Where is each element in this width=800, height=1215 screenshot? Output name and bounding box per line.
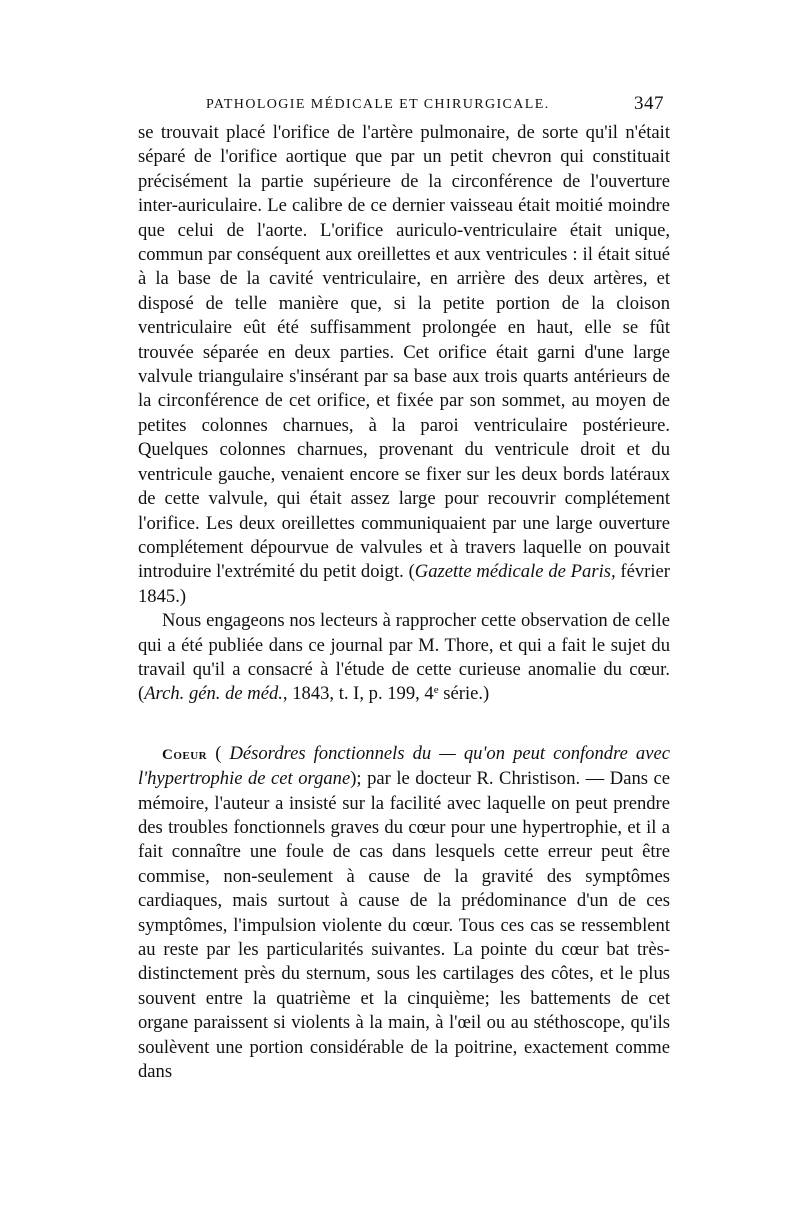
article-head-word: Coeur: [162, 746, 208, 763]
paragraph-article: [138, 742, 670, 1085]
running-title: PATHOLOGIE MÉDICALE ET CHIRURGICALE.: [206, 97, 550, 112]
ordinal-superscript: e: [433, 684, 439, 697]
book-page: [138, 95, 670, 1084]
citation-journal: Gazette médicale de Paris,: [414, 561, 616, 583]
body-text: [138, 121, 670, 1084]
citation-journal: Arch. gén. de méd.: [144, 683, 283, 705]
paragraph-text: ); par le docteur R. Christison. — Dans ce mémoire, l'auteur a insisté sur la facilité avec laquelle on peut prendre des troubles fonctionnels graves du cœur pour une hypertrophie, et il a fait connaître une foule de cas dans lesquels cette erreur peut être commise, non-seulement à cause de la gravité des symptômes cardiaques, mais surtout à cause de la prédominance d'un de ces symptômes, l'impulsion violente du cœur. Tous ces cas se ressemblent au reste par les particularités suivantes. La pointe du cœur bat très-distinctement près du sternum, sous les cartilages des côtes, et le plus souvent entre la quatrième et la cinquième; les battements de cet organe paraissent si violents à la main, à l'œil ou au stéthoscope, qu'ils soulèvent une portion considérable de la poitrine, exactement comme dans: [138, 768, 670, 1083]
paragraph-continuation: [138, 121, 670, 609]
article-subject: Désordres fonctionnels du — qu'on peut confondre avec l'hypertrophie de cet organe: [138, 742, 670, 790]
running-head: [138, 95, 670, 121]
paragraph-text: Nous engageons nos lecteurs à rapprocher cette observation de celle qui a été publiée dans ce journal par M. Thore, et qui a fait le sujet du travail qu'il a consacré à l'étude de cette curieuse anomalie du cœur. (: [138, 610, 670, 705]
section-gap: [138, 707, 670, 742]
paragraph-editorial-note: [138, 609, 670, 707]
citation-reference-end: série.): [438, 683, 490, 705]
citation-reference: , 1843, t. I, p. 199, 4: [282, 683, 434, 705]
page-number: 347: [634, 93, 664, 114]
paragraph-text: se trouvait placé l'orifice de l'artère pulmonaire, de sorte qu'il n'était séparé de l'orifice aortique que par un petit chevron qui constituait précisément la partie supérieure de la circonférence de l'ouverture inter-auriculaire. Le calibre de ce dernier vaisseau était moitié moindre que celui de l'aorte. L'orifice auriculo-ventriculaire était unique, commun par conséquent aux oreillettes et aux ventricules : il était situé à la base de la cavité ventriculaire, en arrière des deux artères, et disposé de telle manière que, si la petite portion de la cloison ventriculaire eût été suffisamment prolongée en haut, elle se fût trouvée séparée en deux parties. Cet orifice était garni d'une large valvule triangulaire s'insérant par sa base aux trois quarts antérieurs de la circonférence de cet orifice, et fixée par son sommet, au moyen de petites colonnes charnues, à la paroi ventriculaire postérieure. Quelques colonnes charnues, provenant du ventricule droit et du ventricule gauche, venaient encore se fixer sur les deux bords latéraux de cette valvule, qui était assez large pour recouvrir complétement l'orifice. Les deux oreillettes communiquaient par une large ouverture complétement dépourvue de valvules et à travers laquelle on pouvait introduire l'extrémité du petit doigt. (: [138, 122, 670, 583]
article-paren-open: (: [207, 742, 230, 764]
citation-date: février 1845.): [138, 561, 670, 607]
